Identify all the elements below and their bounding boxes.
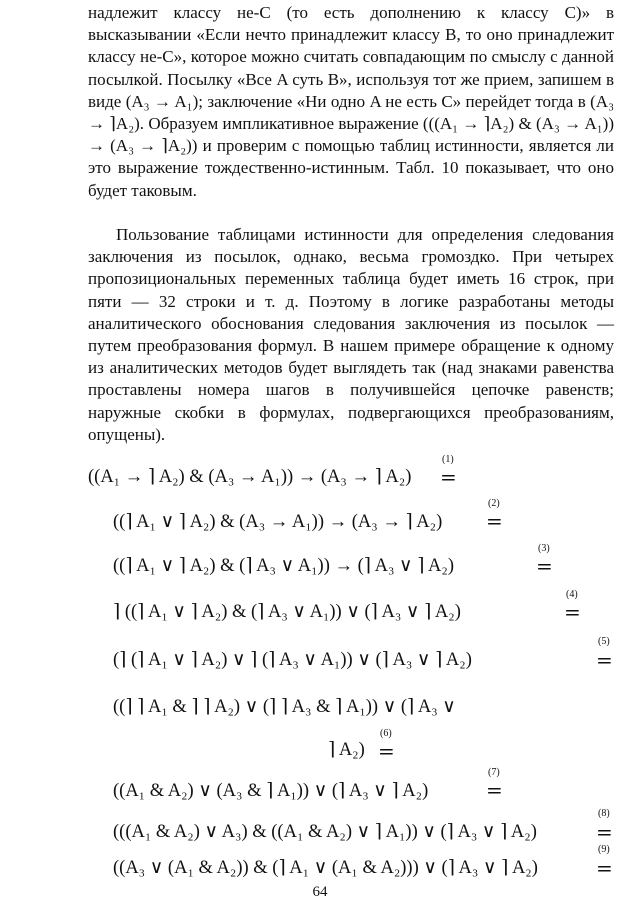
formula-line-6b: ⌉ A₂) [328,740,365,760]
equals-sign-9: = [596,856,613,880]
step-number-3: (3) [538,543,550,554]
formula-line-9: ((A₃ ∨ (A₁ & A₂)) & (⌉ A₁ ∨ (A₁ & A₂))) ∨ (⌉ A₃ ∨ ⌉ A₂) [113,858,538,878]
equals-sign-4: = [564,600,581,624]
equals-sign-5: = [596,648,613,672]
step-number-2: (2) [488,498,500,509]
page-number: 64 [312,884,328,900]
step-number-9: (9) [598,844,610,855]
paragraph-2 [88,224,614,446]
step-number-6: (6) [380,728,392,739]
equals-sign-2: = [486,509,503,533]
paragraph-2-text: Пользование таблицами истинности для определения следования заключения из посылок, однако, весьма громоздко. При четырех пропозициональных переменных таблица будет иметь 16 строк, при пяти — 32 строки и т. д. Поэтому в логике разработаны методы аналитического обоснования следования заключения из посылок — путем преобразования формул. В нашем примере обращение к одному из аналитических методов будет выглядеть так (над знаками равенства проставлены номера шагов в получившейся цепочке равенств; наружные скобки в формулах, подвергающихся преобразованиям, опущены). [88,225,614,444]
formula-line-5: (⌉ (⌉ A₁ ∨ ⌉ A₂) ∨ ⌉ (⌉ A₃ ∨ A₁)) ∨ (⌉ A₃ ∨ ⌉ A₂) [113,650,472,670]
step-number-1: (1) [442,454,454,465]
equals-sign-6: = [378,739,395,763]
equals-sign-7: = [486,778,503,802]
equals-sign-8: = [596,820,613,844]
formula-line-7: ((A₁ & A₂) ∨ (A₃ & ⌉ A₁)) ∨ (⌉ A₃ ∨ ⌉ A₂) [113,781,429,801]
paragraph-1 [88,2,614,202]
equals-sign-3: = [536,554,553,578]
formula-line-4: ⌉ ((⌉ A₁ ∨ ⌉ A₂) & (⌉ A₃ ∨ A₁)) ∨ (⌉ A₃ ∨ ⌉ A₂) [113,602,461,622]
paragraph-1-text: надлежит классу не-C (то есть дополнению к классу C)» в высказывании «Если нечто принадлежит классу B, то оно принадлежит классу не-C», которое можно считать совпадающим по смыслу с данной посылкой. Посылку «Все A суть B», используя тот же прием, запишем в виде (A₃ → A₁); заключение «Ни одно A не есть C» перейдет тогда в (A₃ → ⌉A₂). Образуем импликативное выражение (((A₁ → ⌉A₂) & (A₃ → A₁)) → (A₃ → ⌉A₂)) и проверим с помощью таблиц истинности, является ли это выражение тождественно-истинным. Табл. 10 показывает, что оно будет таковым. [88,3,614,200]
equals-sign-1: = [440,465,457,489]
step-number-5: (5) [598,636,610,647]
formula-line-1: ((A₁ → ⌉ A₂) & (A₃ → A₁)) → (A₃ → ⌉ A₂) [88,467,412,487]
formula-line-8: (((A₁ & A₂) ∨ A₃) & ((A₁ & A₂) ∨ ⌉ A₁)) ∨ (⌉ A₃ ∨ ⌉ A₂) [113,822,537,842]
step-number-7: (7) [488,767,500,778]
formula-line-6a: ((⌉ ⌉ A₁ & ⌉ ⌉ A₂) ∨ (⌉ ⌉ A₃ & ⌉ A₁)) ∨ (⌉ A₃ ∨ [113,697,456,717]
step-number-4: (4) [566,589,578,600]
formula-line-3: ((⌉ A₁ ∨ ⌉ A₂) & (⌉ A₃ ∨ A₁)) → (⌉ A₃ ∨ ⌉ A₂) [113,556,454,576]
formula-line-2: ((⌉ A₁ ∨ ⌉ A₂) & (A₃ → A₁)) → (A₃ → ⌉ A₂) [113,512,443,532]
step-number-8: (8) [598,808,610,819]
